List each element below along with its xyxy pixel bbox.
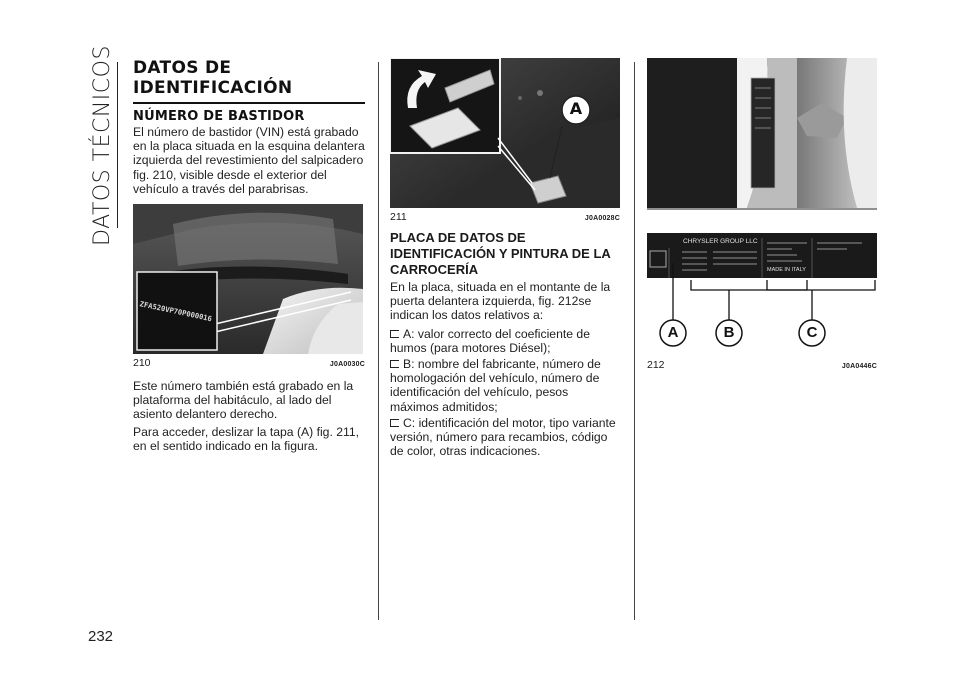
bullet-c-text: C: identificación del motor, tipo variante versión, número para recambios, código de color, otras indicaciones. [390,415,616,459]
page-number: 232 [88,628,114,645]
column-separator-1 [378,62,379,620]
figure-210-caption [133,357,365,369]
paragraph-vin-location: El número de bastidor (VIN) está grabado en la placa situada en la esquina delantera izquierda del revestimiento del salpicadero fig. 210, visible desde el exterior del vehículo a través del parabrisas. [133,125,365,196]
figure-211 [390,58,620,208]
subtitle-numero-bastidor: NÚMERO DE BASTIDOR [133,109,305,124]
bullet-b-text: B: nombre del fabricante, número de homologación del vehículo, número de identificación del vehículo, pesos máximos admitidos; [390,357,601,414]
paragraph-vin-floor: Este número también está grabado en la plataforma del habitáculo, al lado del asiento delantero derecho. [133,379,354,422]
windshield-vin-illustration [133,204,363,354]
figure-212-label-a: A [667,324,679,341]
figure-212-caption [647,359,877,371]
figure-210-code: J0A0030C [329,361,365,369]
figure-212-label-c: C [806,324,818,341]
chapter-side-title [84,44,120,246]
plate-header-text: CHRYSLER GROUP LLC [683,238,758,245]
section-title-placa-datos: PLACA DE DATOS DE IDENTIFICACIÓN Y PINTURA DE LA CARROCERÍA [390,230,611,277]
bullet-marker [390,419,399,427]
figure-211-caption [390,211,620,223]
figure-212-code: J0A0446C [841,363,877,370]
figure-212-label-b: B [723,324,735,341]
bullet-b [390,357,620,414]
figure-212 [647,58,877,358]
side-title-rule [117,62,118,228]
paragraph-placa-intro: En la placa, situada en el montante de la puerta delantera izquierda, fig. 212se indican los datos relativos a: [390,280,611,323]
plate-footer-text: MADE IN ITALY [767,267,806,273]
bullet-marker [390,360,399,368]
bullet-a-text: A: valor correcto del coeficiente de humos (para motores Diésel); [390,326,590,355]
column-separator-2 [634,62,635,620]
column-1 [133,58,365,453]
section-title-datos-identificacion: DATOS DE IDENTIFICACIÓN [133,58,365,104]
figure-212-number: 212 [647,359,665,371]
figure-210-number: 210 [133,357,151,370]
floor-cover-illustration [390,58,620,208]
bullet-c [390,416,620,459]
figure-211-number: 211 [390,211,407,223]
paragraph-access-cover: Para acceder, deslizar la tapa (A) fig. 211, en el sentido indicado en la figura. [133,424,360,453]
vin-plate-text: ZFA520VP70P000016 [138,299,213,324]
figure-210 [133,204,363,354]
bullet-marker [390,330,399,338]
id-plate-illustration [647,58,877,358]
figure-211-callout-a: A [569,99,583,118]
column-3 [647,58,877,371]
chapter-title-text: DATOS TÉCNICOS [89,44,115,246]
figure-211-code: J0A0028C [584,215,620,222]
bullet-a [390,327,620,355]
column-2 [390,58,620,458]
